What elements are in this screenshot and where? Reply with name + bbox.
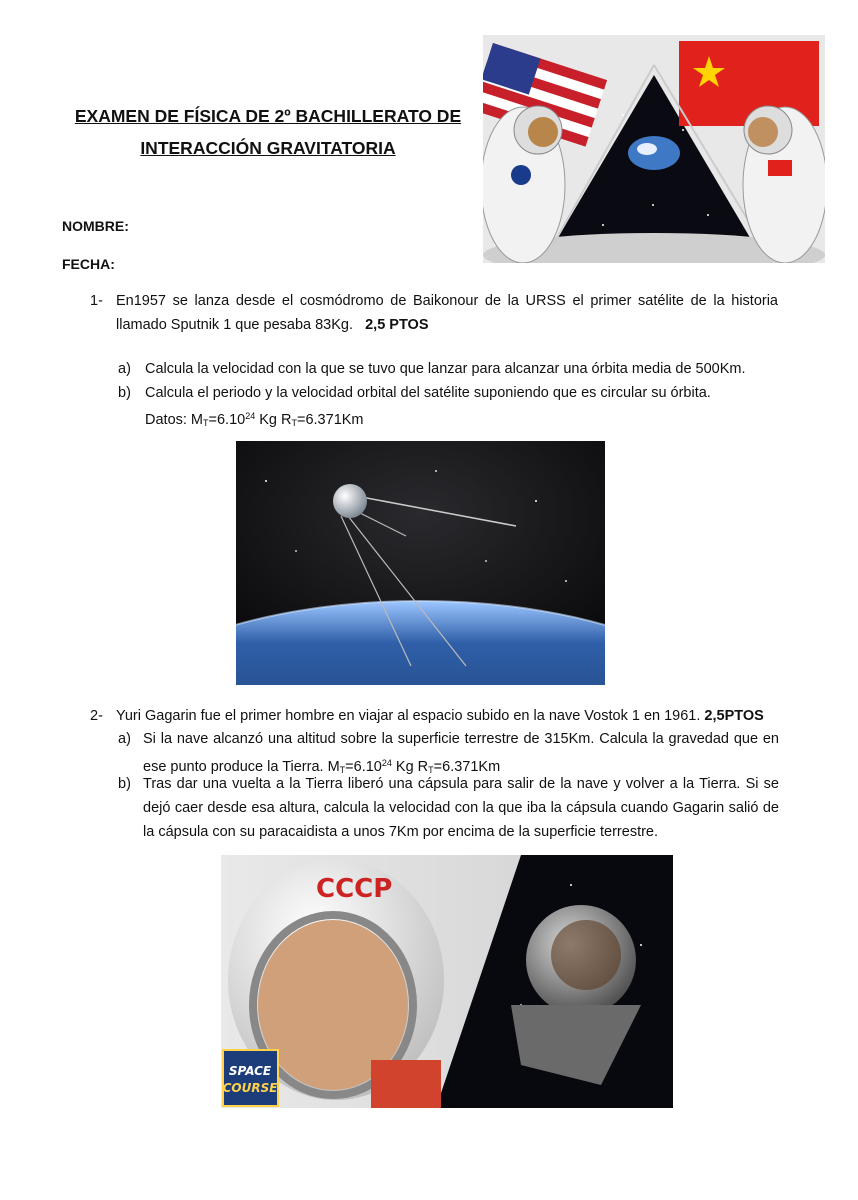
question-1-text — [116, 289, 778, 337]
question-2-statement: Yuri Gagarin fue el primer hombre en viajar al espacio subido en la nave Vostok 1 en 1961. — [116, 708, 701, 724]
question-2a-text: Si la nave alcanzó una altitud sobre la superficie terrestre de 315Km. Calcula la gravedad que en ese punto produce la Tierra. $M_T=6.10^{24}$ Kg $R_T=6.371Km$ — [143, 731, 779, 775]
question-1-points: 2,5 PTOS — [365, 317, 429, 333]
question-2-number: 2- — [90, 708, 103, 724]
question-2a-label: a) — [118, 731, 131, 747]
nombre-label: NOMBRE: — [62, 218, 129, 234]
question-1-datos: Datos: $M_T=6.10^{24}$ Kg $R_T=6.371Km$ — [145, 411, 364, 428]
exam-title-line1: EXAMEN DE FÍSICA DE 2º BACHILLERATO DE — [74, 106, 462, 126]
exam-title — [58, 100, 478, 164]
cccp-lettering: CCCP — [316, 874, 393, 904]
space-course-logo-line2: COURSE — [222, 1081, 278, 1095]
question-1b-label: b) — [118, 385, 131, 401]
question-1a-label: a) — [118, 361, 131, 377]
exam-title-line2: INTERACCIÓN GRAVITATORIA — [140, 138, 396, 158]
question-1-number: 1- — [90, 293, 103, 309]
astronauts-flags-illustration — [483, 35, 825, 263]
question-2-points: 2,5PTOS — [704, 708, 764, 724]
question-2b-text: Tras dar una vuelta a la Tierra liberó una cápsula para salir de la nave y volver a la Tierra. Si se dejó caer desde esa altura, calcula la velocidad con la que iba la cápsula cuando Gagarin salió de la cápsula con su paracaidista a unos 7Km por encima de la superficie terrestre. — [143, 776, 779, 840]
gagarin-vostok-image — [221, 855, 673, 1108]
question-1b-text: Calcula el periodo y la velocidad orbital del satélite suponiendo que es circular su órbita. — [145, 385, 711, 401]
question-2-text — [116, 704, 796, 728]
fecha-label: FECHA: — [62, 256, 115, 272]
question-2b-label: b) — [118, 776, 131, 792]
question-1a-text: Calcula la velocidad con la que se tuvo que lanzar para alcanzar una órbita media de 500Km. — [145, 361, 746, 377]
question-1-statement: En1957 se lanza desde el cosmódromo de Baikonour de la URSS el primer satélite de la historia llamado Sputnik 1 que pesaba 83Kg. — [116, 293, 778, 333]
space-course-logo-line1: SPACE — [228, 1064, 272, 1078]
sputnik-image — [236, 441, 605, 685]
